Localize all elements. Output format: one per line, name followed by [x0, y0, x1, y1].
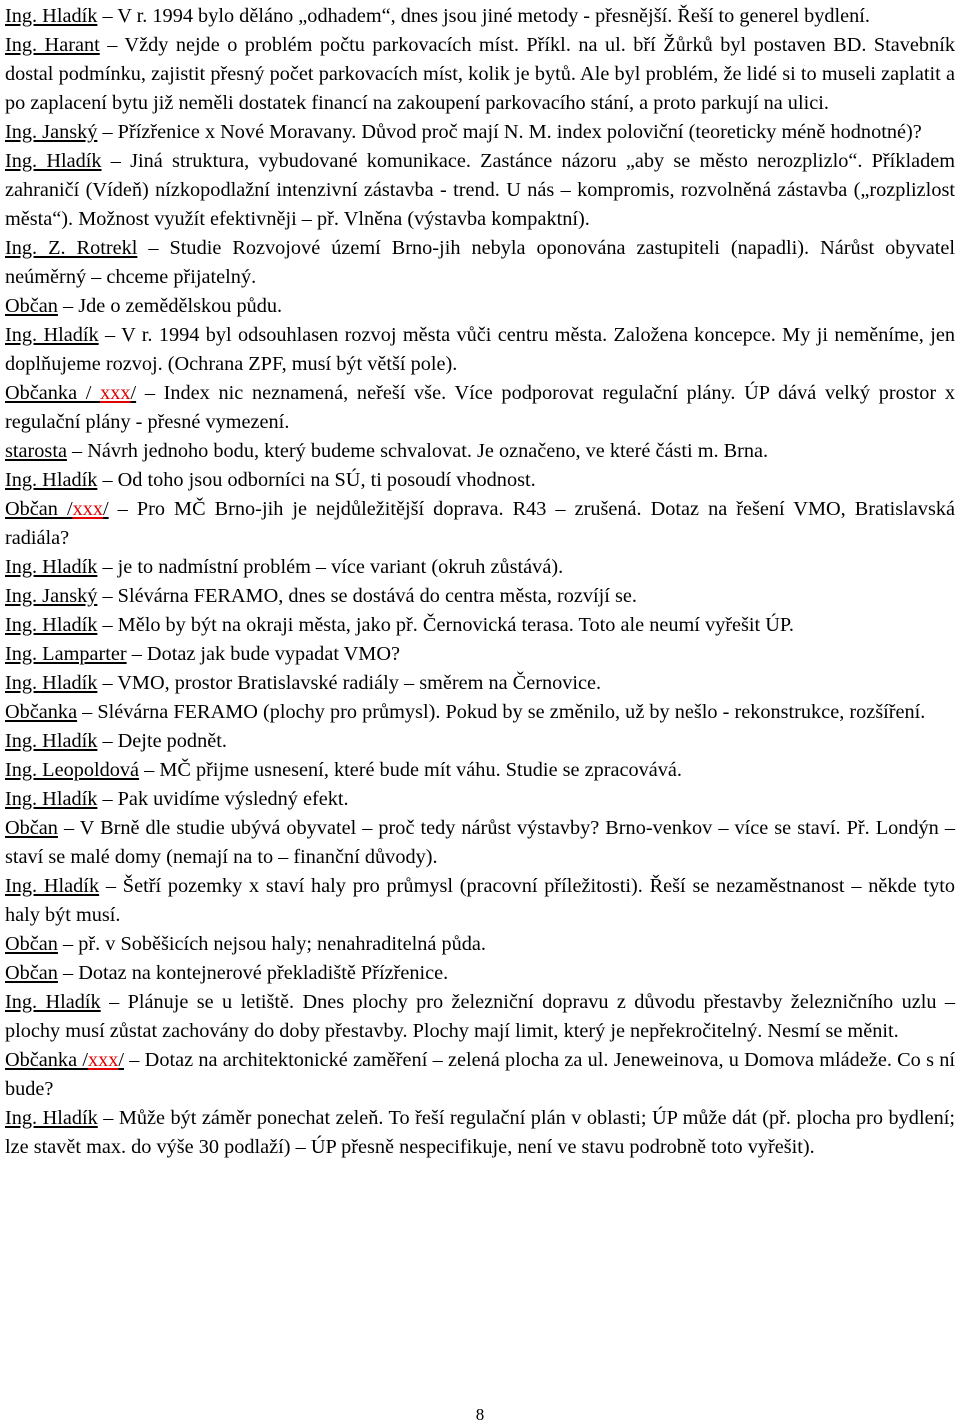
speaker-name: Ing. Hladík [5, 5, 98, 27]
speaker-name: Občan [5, 962, 58, 984]
paragraph-text: – je to nadmístní problém – více variant (okruh zůstává). [97, 556, 564, 578]
paragraph-text: – Dotaz na architektonické zaměření – zelená plocha za ul. Jeneweinova, u Domova mládeže. Co s ní bude? [5, 1049, 955, 1100]
paragraph [5, 611, 955, 640]
paragraph [5, 495, 955, 553]
paragraph-text: – Přízřenice x Nové Moravany. Důvod proč mají N. M. index poloviční (teoreticky méně hodnotné)? [97, 121, 922, 143]
paragraph-text: – Pro MČ Brno-jih je nejdůležitější doprava. R43 – zrušená. Dotaz na řešení VMO, Bratislavská radiála? [5, 498, 955, 549]
speaker-name: Ing. Hladík [5, 875, 100, 897]
paragraph [5, 930, 955, 959]
paragraph [5, 292, 955, 321]
paragraph [5, 437, 955, 466]
speaker-name: Ing. Janský [5, 585, 98, 607]
document-body [5, 2, 955, 1162]
paragraph-text: – Dotaz jak bude vypadat VMO? [126, 643, 400, 665]
paragraph [5, 785, 955, 814]
speaker-name: Ing. Janský [5, 121, 98, 143]
paragraph [5, 698, 955, 727]
paragraph-text: – Slévárna FERAMO (plochy pro průmysl). Pokud by se změnilo, už by nešlo - rekonstrukce, rozšíření. [77, 701, 926, 723]
paragraph-text: – Pak uvidíme výsledný efekt. [97, 788, 349, 810]
speaker-name: Ing. Hladík [5, 614, 98, 636]
speaker-name: Občanka / [5, 382, 101, 404]
speaker-name: Ing. Hladík [5, 1107, 98, 1129]
paragraph-text: – Mělo by být na okraji města, jako př. Černovická terasa. Toto ale neumí vyřešit ÚP. [97, 614, 794, 636]
paragraph [5, 959, 955, 988]
speaker-name: Ing. Leopoldová [5, 759, 140, 781]
speaker-name: Ing. Hladík [5, 324, 99, 346]
paragraph-text: – Slévárna FERAMO, dnes se dostává do centra města, rozvíjí se. [97, 585, 637, 607]
speaker-name: Ing. Hladík [5, 730, 98, 752]
paragraph-text: – Od toho jsou odborníci na SÚ, ti posoudí vhodnost. [97, 469, 536, 491]
speaker-name: Ing. Hladík [5, 672, 98, 694]
paragraph [5, 553, 955, 582]
speaker-name-end: / [118, 1049, 125, 1071]
paragraph-text: – Jiná struktura, vybudované komunikace. Zastánce názoru „aby se město nerozplizlo“. Příkladem zahraničí (Vídeň) nízkopodlažní intenzivní zástavba - trend. U nás – kompromis, rozvolněná zástavba („rozplizlost města“). Možnost využít efektivněji – př. Vlněna (výstavba kompaktní). [5, 150, 955, 230]
page-number: 8 [475, 1405, 485, 1424]
paragraph [5, 31, 955, 118]
paragraph-text: – Dejte podnět. [97, 730, 227, 752]
paragraph [5, 1046, 955, 1104]
paragraph-text: – V r. 1994 bylo děláno „odhadem“, dnes jsou jiné metody - přesnější. Řeší to generel bydlení. [97, 5, 870, 27]
paragraph [5, 1104, 955, 1162]
redacted-name: xxx [87, 1049, 119, 1071]
paragraph [5, 321, 955, 379]
redacted-name: xxx [72, 498, 104, 520]
speaker-name: Ing. Hladík [5, 556, 98, 578]
speaker-name: Občan [5, 817, 58, 839]
paragraph [5, 147, 955, 234]
speaker-name: Ing. Hladík [5, 469, 98, 491]
paragraph-text: – Dotaz na kontejnerové překladiště Přízřenice. [57, 962, 449, 984]
paragraph [5, 756, 955, 785]
paragraph [5, 640, 955, 669]
paragraph [5, 727, 955, 756]
paragraph [5, 2, 955, 31]
paragraph [5, 234, 955, 292]
paragraph-text: – Návrh jednoho bodu, který budeme schvalovat. Je označeno, ve které části m. Brna. [66, 440, 769, 462]
speaker-name-end: / [103, 498, 109, 520]
speaker-name: Ing. Lamparter [5, 643, 127, 665]
speaker-name: Ing. Z. Rotrekl [5, 237, 138, 259]
paragraph [5, 118, 955, 147]
paragraph [5, 669, 955, 698]
speaker-name: Občan [5, 295, 58, 317]
speaker-name: Občan [5, 933, 58, 955]
speaker-name: Občanka [5, 701, 78, 723]
paragraph [5, 466, 955, 495]
paragraph [5, 379, 955, 437]
paragraph-text: – Šetří pozemky x staví haly pro průmysl (pracovní příležitosti). Řeší se nezaměstnanost – někde tyto haly být musí. [5, 875, 956, 926]
paragraph-text: – Studie Rozvojové území Brno-jih nebyla oponována zastupiteli (napadli). Nárůst obyvatel neúměrný – chceme přijatelný. [5, 237, 955, 288]
speaker-name: Občan / [5, 498, 73, 520]
paragraph [5, 872, 955, 930]
speaker-name: Ing. Hladík [5, 788, 98, 810]
speaker-name: Ing. Hladík [5, 150, 102, 172]
paragraph-text: – MČ přijme usnesení, které bude mít váhu. Studie se zpracovává. [139, 759, 682, 781]
speaker-name: Ing. Harant [5, 34, 100, 56]
paragraph-text: – Vždy nejde o problém počtu parkovacích míst. Příkl. na ul. bří Žůrků byl postaven BD. Stavebník dostal podmínku, zajistit přesný počet parkovacích míst, kolik je bytů. Ale byl problém, že lidé si to museli zaplatit a po zaplacení bytu již neměli dostatek financí na zakoupení parkovacího stání, a proto parkují na ulici. [5, 34, 955, 114]
paragraph [5, 814, 955, 872]
paragraph-text: – Jde o zemědělskou půdu. [57, 295, 283, 317]
paragraph-text: – Index nic neznamená, neřeší vše. Více podporovat regulační plány. ÚP dává velký prostor x regulační plány - přesné vymezení. [5, 382, 955, 433]
redacted-name: xxx [100, 382, 131, 404]
speaker-name: Ing. Hladík [5, 991, 101, 1013]
paragraph-text: – př. v Soběšicích nejsou haly; nenahraditelná půda. [57, 933, 486, 955]
speaker-name-end: / [130, 382, 137, 404]
paragraph-text: – V Brně dle studie ubývá obyvatel – proč tedy nárůst výstavby? Brno-venkov – více se staví. Př. Londýn – staví se malé domy (nemají na to – finanční důvody). [5, 817, 955, 868]
paragraph [5, 988, 955, 1046]
speaker-name: starosta [5, 440, 67, 462]
paragraph-text: – Plánuje se u letiště. Dnes plochy pro železniční dopravu z důvodu přestavby železničního uzlu – plochy musí zůstat zachovány do doby přestavby. Plochy mají limit, který je nepřekročitelný. Nesmí se měnit. [5, 991, 956, 1042]
paragraph [5, 582, 955, 611]
speaker-name: Občanka / [5, 1049, 88, 1071]
paragraph-text: – VMO, prostor Bratislavské radiály – směrem na Černovice. [97, 672, 602, 694]
paragraph-text: – V r. 1994 byl odsouhlasen rozvoj města vůči centru města. Založena koncepce. My ji neměníme, jen doplňujeme rozvoj. (Ochrana ZPF, musí být větší pole). [5, 324, 955, 375]
paragraph-text: – Může být záměr ponechat zeleň. To řeší regulační plán v oblasti; ÚP může dát (př. plocha pro bydlení; lze stavět max. do výše 30 podlaží) – ÚP přesně nespecifikuje, není ve stavu podrobně toto vyřešit). [5, 1107, 955, 1158]
